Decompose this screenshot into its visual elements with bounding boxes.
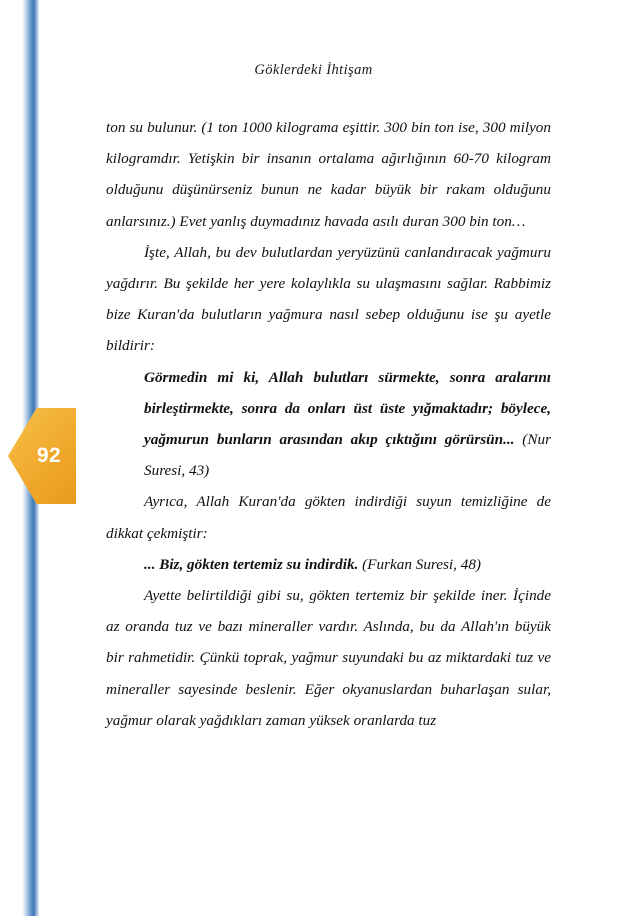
paragraph-minerals: Ayette belirtildiği gibi su, gökten tertemiz bir şekilde iner. İçinde az oranda tuz ve bazı mineraller vardır. Aslında, bu da Allah'ın büyük bir rahmetidir. Çünkü toprak, yağmur suyundaki bu az miktardaki tuz ve mineraller sayesinde beslenir. Eğer okyanuslardan buharlaşan sular, yağmur olarak yağdıkları zaman yüksek oranlarda tuz bbox=[106, 587, 551, 729]
quote-furkan-48-source: (Furkan Suresi, 48) bbox=[362, 555, 481, 573]
paragraph-continuation: ton su bulunur. (1 ton 1000 kilograma eşittir. 300 bin ton ise, 300 milyon kilogramdır. Yetişkin bir insanın ortalama ağırlığının 60-70 kilogram olduğunu düşünürseniz bunun ne kadar büyük bir rakam olduğunu anlarsınız.) Evet yanlış duymadınız havada asılı duran 300 bin ton… bbox=[106, 119, 551, 230]
body-text-column bbox=[106, 112, 551, 736]
quote-nur-43 bbox=[144, 362, 551, 487]
paragraph-clouds-rain: İşte, Allah, bu dev bulutlardan yeryüzünü canlandıracak yağmuru yağdırır. Bu şekilde her yere kolaylıkla su ulaşmasını sağlar. Rabbimiz bize Kuran'da bulutların yağmura nasıl sebep olduğunu ise şu ayetle bildirir: bbox=[106, 243, 551, 355]
page-number-badge bbox=[8, 408, 76, 504]
quote-nur-43-text: Görmedin mi ki, Allah bulutları sürmekte, sonra aralarını birleştirmekte, sonra da onları üst üste yığmaktadır; böylece, yağmurun bunların arasından akıp çıktığını görürsün... bbox=[144, 368, 551, 449]
quote-furkan-48 bbox=[144, 549, 551, 580]
running-head: Göklerdeki İhtişam bbox=[254, 62, 373, 78]
quote-furkan-48-text: ... Biz, gökten tertemiz su indirdik. bbox=[144, 555, 363, 573]
page-number-label: 92 bbox=[36, 444, 62, 467]
paragraph-pure-water: Ayrıca, Allah Kuran'da gökten indirdiği suyun temizliğine de dikkat çekmiştir: bbox=[106, 493, 551, 542]
quote-nur-43-source: (Nur Suresi, 43) bbox=[144, 431, 551, 480]
